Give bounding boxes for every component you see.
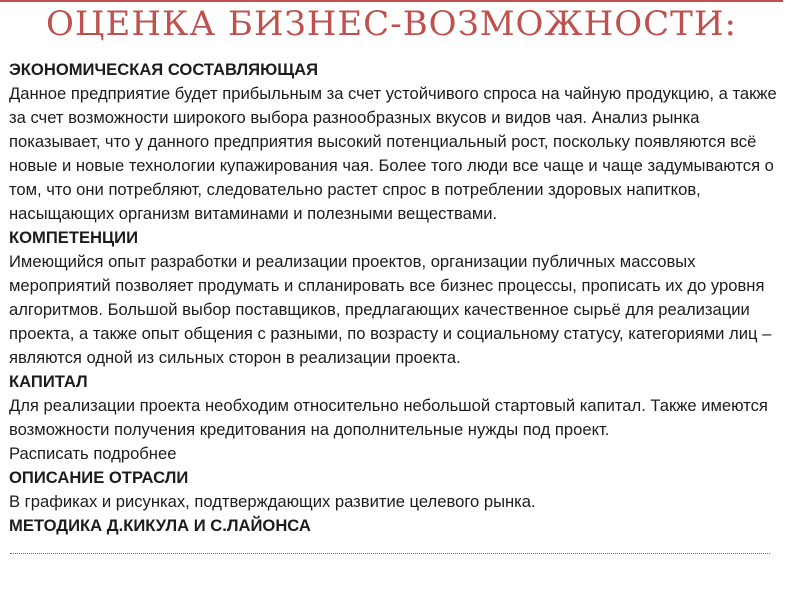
section-heading-economic: ЭКОНОМИЧЕСКАЯ СОСТАВЛЯЮЩАЯ (9, 60, 319, 79)
title-accent-bar (0, 0, 783, 2)
section-body-economic: Данное предприятие будет прибыльным за счет устойчивого спроса на чайную продукцию, а также за счет возможности широкого выбора разнообразных вкусов и видов чая. Анализ рынка показывает, что у данного предприятия высокий потенциальный рост, поскольку появляются всё новые и новые технологии купажирования чая. Более того люди все чаще и чаще задумываются о том, что они потребляют, следовательно растет спрос в потреблении здоровых напитков, насыщающих организм витаминами и полезными веществами. (9, 84, 777, 223)
dotted-separator (10, 553, 770, 554)
section-heading-method: МЕТОДИКА Д.КИКУЛА И С.ЛАЙОНСА (9, 516, 311, 535)
section-body-competencies: Имеющийся опыт разработки и реализации проектов, организации публичных массовых мероприятий позволяет продумать и спланировать все бизнес процессы, прописать их до уровня алгоритмов. Большой выбор поставщиков, предлагающих качественное сырьё для реализации проекта, а также опыт общения с разными, по возрасту и социальному статусу, категориями лиц – являются одной из сильных сторон в реализации проекта. (9, 252, 772, 367)
section-heading-competencies: КОМПЕТЕНЦИИ (9, 228, 139, 247)
slide-content (9, 58, 781, 538)
right-margin-band (783, 0, 800, 600)
section-heading-capital: КАПИТАЛ (9, 372, 88, 391)
section-heading-industry: ОПИСАНИЕ ОТРАСЛИ (9, 468, 189, 487)
section-body-industry: В графиках и рисунках, подтверждающих развитие целевого рынка. (9, 492, 536, 511)
section-note-capital: Расписать подробнее (9, 444, 177, 463)
slide-title: ОЦЕНКА БИЗНЕС-ВОЗМОЖНОСТИ: (46, 4, 737, 44)
section-body-capital: Для реализации проекта необходим относительно небольшой стартовый капитал. Также имеются возможности получения кредитования на дополнительные нужды под проект. (9, 396, 768, 439)
